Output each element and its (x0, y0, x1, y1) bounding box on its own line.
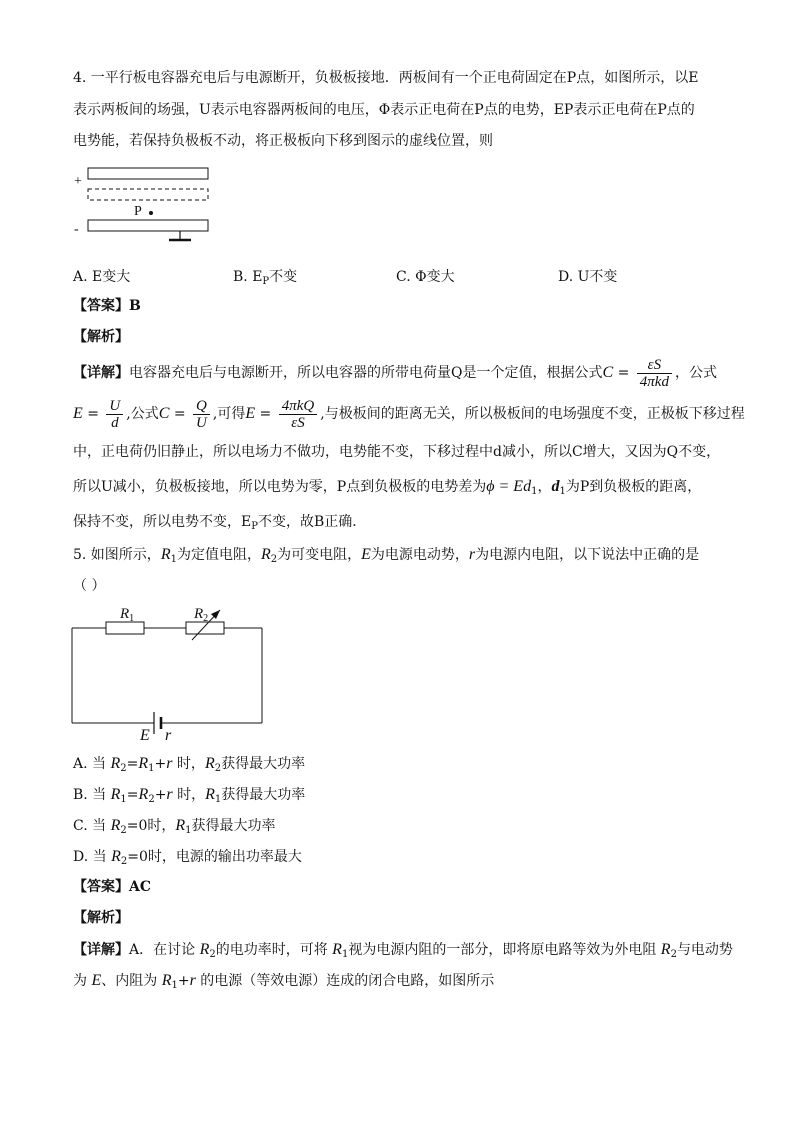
q5-oc-r2: R (110, 817, 121, 834)
q5-oa-r1: R (138, 755, 149, 772)
q5-l1-r1: R (160, 546, 171, 563)
label-r1-sub: 1 (129, 613, 135, 624)
q5-ob-b: = (126, 787, 139, 803)
q4-d1-text: 电容器充电后与电源断开，所以电容器的所带电荷量Q是一个定值，根据公式 (129, 365, 603, 381)
q5-ob-s2: 2 (148, 794, 155, 805)
q4-d2-eq3: = (255, 406, 276, 422)
q5-oc-s2: 1 (185, 825, 192, 836)
q5-answer: 【答案】AC (73, 879, 152, 895)
q4-d5-sub: P (251, 521, 258, 532)
label-r2-sub: 2 (203, 613, 209, 624)
q4-d1-num: εS (637, 357, 672, 374)
q5-oc-b: =0时， (126, 818, 176, 834)
q5-d1-d: 与电动势 (676, 942, 733, 958)
q5-l1-r2s: 2 (270, 554, 278, 565)
q5-d1-r: R (199, 941, 210, 958)
q4-d1-den: 4πkd (639, 373, 669, 390)
q4-d2-eq: = (82, 406, 104, 422)
q5-oc-c: 获得最大功率 (191, 818, 276, 834)
q4-detail-line-5 (73, 512, 366, 537)
q5-d2-r1: R (161, 972, 172, 989)
q4-d2-den2: U (196, 414, 207, 431)
q4-option-a: A. E变大 (73, 269, 131, 285)
q5-l1-e: E (361, 546, 371, 563)
q5-od-r2: R (111, 848, 121, 865)
q4-d2-eq2: = (169, 406, 191, 422)
q5-ob-r1b: R (205, 786, 215, 803)
q4-d4-c: 为P到负极板的距离， (565, 479, 702, 495)
q4-d4-a: 所以U减小，负极板接地，所以电势为零，P点到负极板的电势差为 (73, 479, 487, 495)
q4-d2-den1: d (111, 414, 119, 431)
q5-d2-r1s: 1 (171, 980, 178, 991)
q4-d2-mid2: ,可得 (212, 406, 246, 422)
q5-d2-d: 的电源（等效电源）连成的闭合电路，如图所示 (195, 973, 495, 989)
q5-option-c (73, 816, 276, 841)
q4-d2-den3: εS (291, 414, 305, 431)
q4-option-c: C. Φ变大 (396, 269, 455, 285)
q5-l1-d: 为电源电动势， (370, 547, 469, 563)
q5-ob-s1: 1 (120, 794, 127, 805)
q4-option-b-post: 不变 (269, 269, 298, 285)
q5-d1-r2: R (660, 941, 671, 958)
q5-ob-c: + (154, 787, 167, 803)
q5-ob-a: B. 当 (73, 787, 111, 803)
q4-detail-line-4 (73, 477, 701, 502)
q4-d1-end: ，公式 (674, 365, 717, 381)
q5-oa-d: 时， (172, 756, 205, 772)
q4-detail-line-3: 中，正电荷仍旧静止，所以电场力不做功，电势能不变，下移过程中d减小，所以C增大，又因为Q不变， (73, 444, 721, 460)
label-r: r (165, 727, 172, 742)
q5-d1-c: 视为电源内阻的一部分，即将原电路等效为外电阻 (348, 942, 661, 958)
q5-oa-a: A. 当 (73, 756, 111, 772)
q4-d2-num1: U (106, 398, 123, 415)
q5-stem-line-1 (73, 545, 699, 570)
q5-d2-c: + (177, 973, 190, 989)
q5-l1-b: 为定值电阻， (176, 547, 261, 563)
q4-detail-line-2 (73, 397, 745, 431)
q5-ob-r: r (166, 786, 173, 803)
q5-detail-tag: 【详解】 (73, 942, 129, 958)
dashed-plate-position (88, 189, 208, 200)
q5-option-b (73, 785, 305, 810)
q5-oa-s3: 2 (214, 763, 222, 774)
q5-l1-c: 为可变电阻， (277, 547, 362, 563)
q5-oc-a: C. 当 (73, 818, 111, 834)
q5-l1-a: 5. 如图所示， (73, 547, 161, 563)
q4-option-b-sub: P (262, 276, 270, 287)
q4-d2-mid1: ,公式 (126, 406, 159, 422)
q5-ob-r2: R (138, 786, 149, 803)
label-e: E (140, 727, 150, 742)
q4-d4-dsub: 1 (559, 486, 566, 497)
q4-answer: 【答案】B (73, 298, 141, 314)
q4-d4-d: d (551, 478, 560, 495)
q5-analysis-heading: 【解析】 (73, 910, 129, 926)
q4-option-b-pre: B. E (233, 269, 263, 285)
label-r1-letter: R (120, 606, 130, 622)
q5-ob-d: 时， (172, 787, 206, 803)
q4-d2-e: E (73, 405, 83, 422)
circuit-figure (70, 602, 270, 742)
point-p-dot (149, 211, 153, 215)
q5-oa-r2b: R (204, 755, 215, 772)
label-r2 (193, 606, 208, 624)
q4-option-d: D. U不变 (558, 269, 618, 285)
positive-plate (88, 168, 208, 179)
q4-detail-tag: 【详解】 (73, 365, 129, 381)
q5-l1-r2: R (260, 546, 271, 563)
q4-stem-line-3: 电势能，若保持负极板不动，将正极板向下移到图示的虚线位置，则 (73, 133, 493, 149)
q5-d1-r2s: 2 (670, 949, 677, 960)
q4-option-b (233, 266, 297, 287)
q5-oa-r: r (166, 755, 173, 772)
q5-oa-s1: 2 (120, 763, 127, 774)
q5-option-a (73, 754, 305, 779)
q5-d1-a: A．在讨论 (129, 942, 200, 958)
q4-d2-c: C (158, 405, 170, 422)
q5-option-d (73, 847, 302, 872)
q4-analysis-heading: 【解析】 (73, 329, 129, 345)
q4-d4-b: ， (537, 479, 552, 495)
resistor-r1 (106, 622, 144, 634)
q4-stem-line-2: 表示两板间的场强，U表示电容器两板间的电压，Φ表示正电荷在P点的电势，EP表示正电荷在P点的 (73, 102, 695, 118)
q4-d2-e2: E (245, 405, 256, 422)
q5-od-s1: 2 (120, 856, 128, 867)
q5-d2-a: 为 (73, 973, 92, 989)
q5-d2-b: 、内阻为 (101, 973, 162, 989)
plus-sign: + (74, 174, 82, 189)
q4-charge-fraction (193, 398, 210, 431)
q4-d2-end: ,与极板间的距离无关，所以极板间的电场强度不变，正极板下移过程 (320, 406, 745, 422)
q5-l1-r: r (468, 546, 476, 563)
q5-detail-line-1 (73, 940, 733, 965)
q5-d2-e: E (91, 972, 102, 989)
negative-plate (88, 220, 208, 231)
q5-oc-r1: R (175, 817, 186, 834)
q4-d1-c: C (602, 364, 614, 381)
q5-ob-e: 获得最大功率 (221, 787, 306, 803)
q5-oa-r2: R (110, 755, 121, 772)
q5-d1-b: 的电功率时，可将 (215, 942, 333, 958)
label-r1 (119, 606, 134, 624)
q5-stem-line-2: （ ） (73, 578, 106, 594)
q5-oa-b: = (126, 756, 139, 772)
q4-field-fraction (106, 398, 123, 431)
point-p-label: P (134, 204, 142, 219)
q5-ob-r1: R (110, 786, 121, 803)
q5-d1-rs: 2 (209, 949, 216, 960)
minus-sign: - (74, 222, 79, 237)
q4-d1-eq: = (613, 365, 634, 381)
q4-capacitance-fraction (637, 357, 672, 390)
capacitor-figure (70, 162, 230, 242)
q4-detail-line-1 (73, 356, 717, 390)
q5-oa-e: 获得最大功率 (221, 756, 306, 772)
q5-od-b: =0时，电源的输出功率最大 (127, 849, 302, 865)
q4-d5-a: 保持不变，所以电势不变，E (73, 514, 252, 530)
q5-l1-e2: 为电源内电阻，以下说法中正确的是 (475, 547, 700, 563)
q5-oa-s2: 1 (148, 763, 155, 774)
q5-ob-s3: 1 (214, 794, 222, 805)
q4-d4-sub: 1 (531, 486, 538, 497)
q5-d2-r: r (189, 972, 196, 989)
q5-oa-c: + (154, 756, 167, 772)
q4-d2-num2: Q (193, 398, 210, 415)
q5-oc-s1: 2 (120, 825, 127, 836)
q4-stem-line-1: 4. 一平行板电容器充电后与电源断开，负极板接地．两板间有一个正电荷固定在P点，如图所示，以E (73, 70, 699, 86)
q4-d4-phi: ϕ = Ed (486, 478, 532, 495)
q5-od-a: D. 当 (73, 849, 112, 865)
q5-d1-r1: R (332, 941, 342, 958)
q4-d5-b: 不变，故B正确． (257, 514, 367, 530)
label-r2-letter: R (194, 606, 204, 622)
q5-d1-r1s: 1 (341, 949, 349, 960)
q4-d2-num3: 4πkQ (279, 398, 318, 415)
q4-result-fraction (279, 398, 318, 431)
q5-l1-r1s: 1 (170, 554, 177, 565)
q5-detail-line-2 (73, 971, 494, 996)
